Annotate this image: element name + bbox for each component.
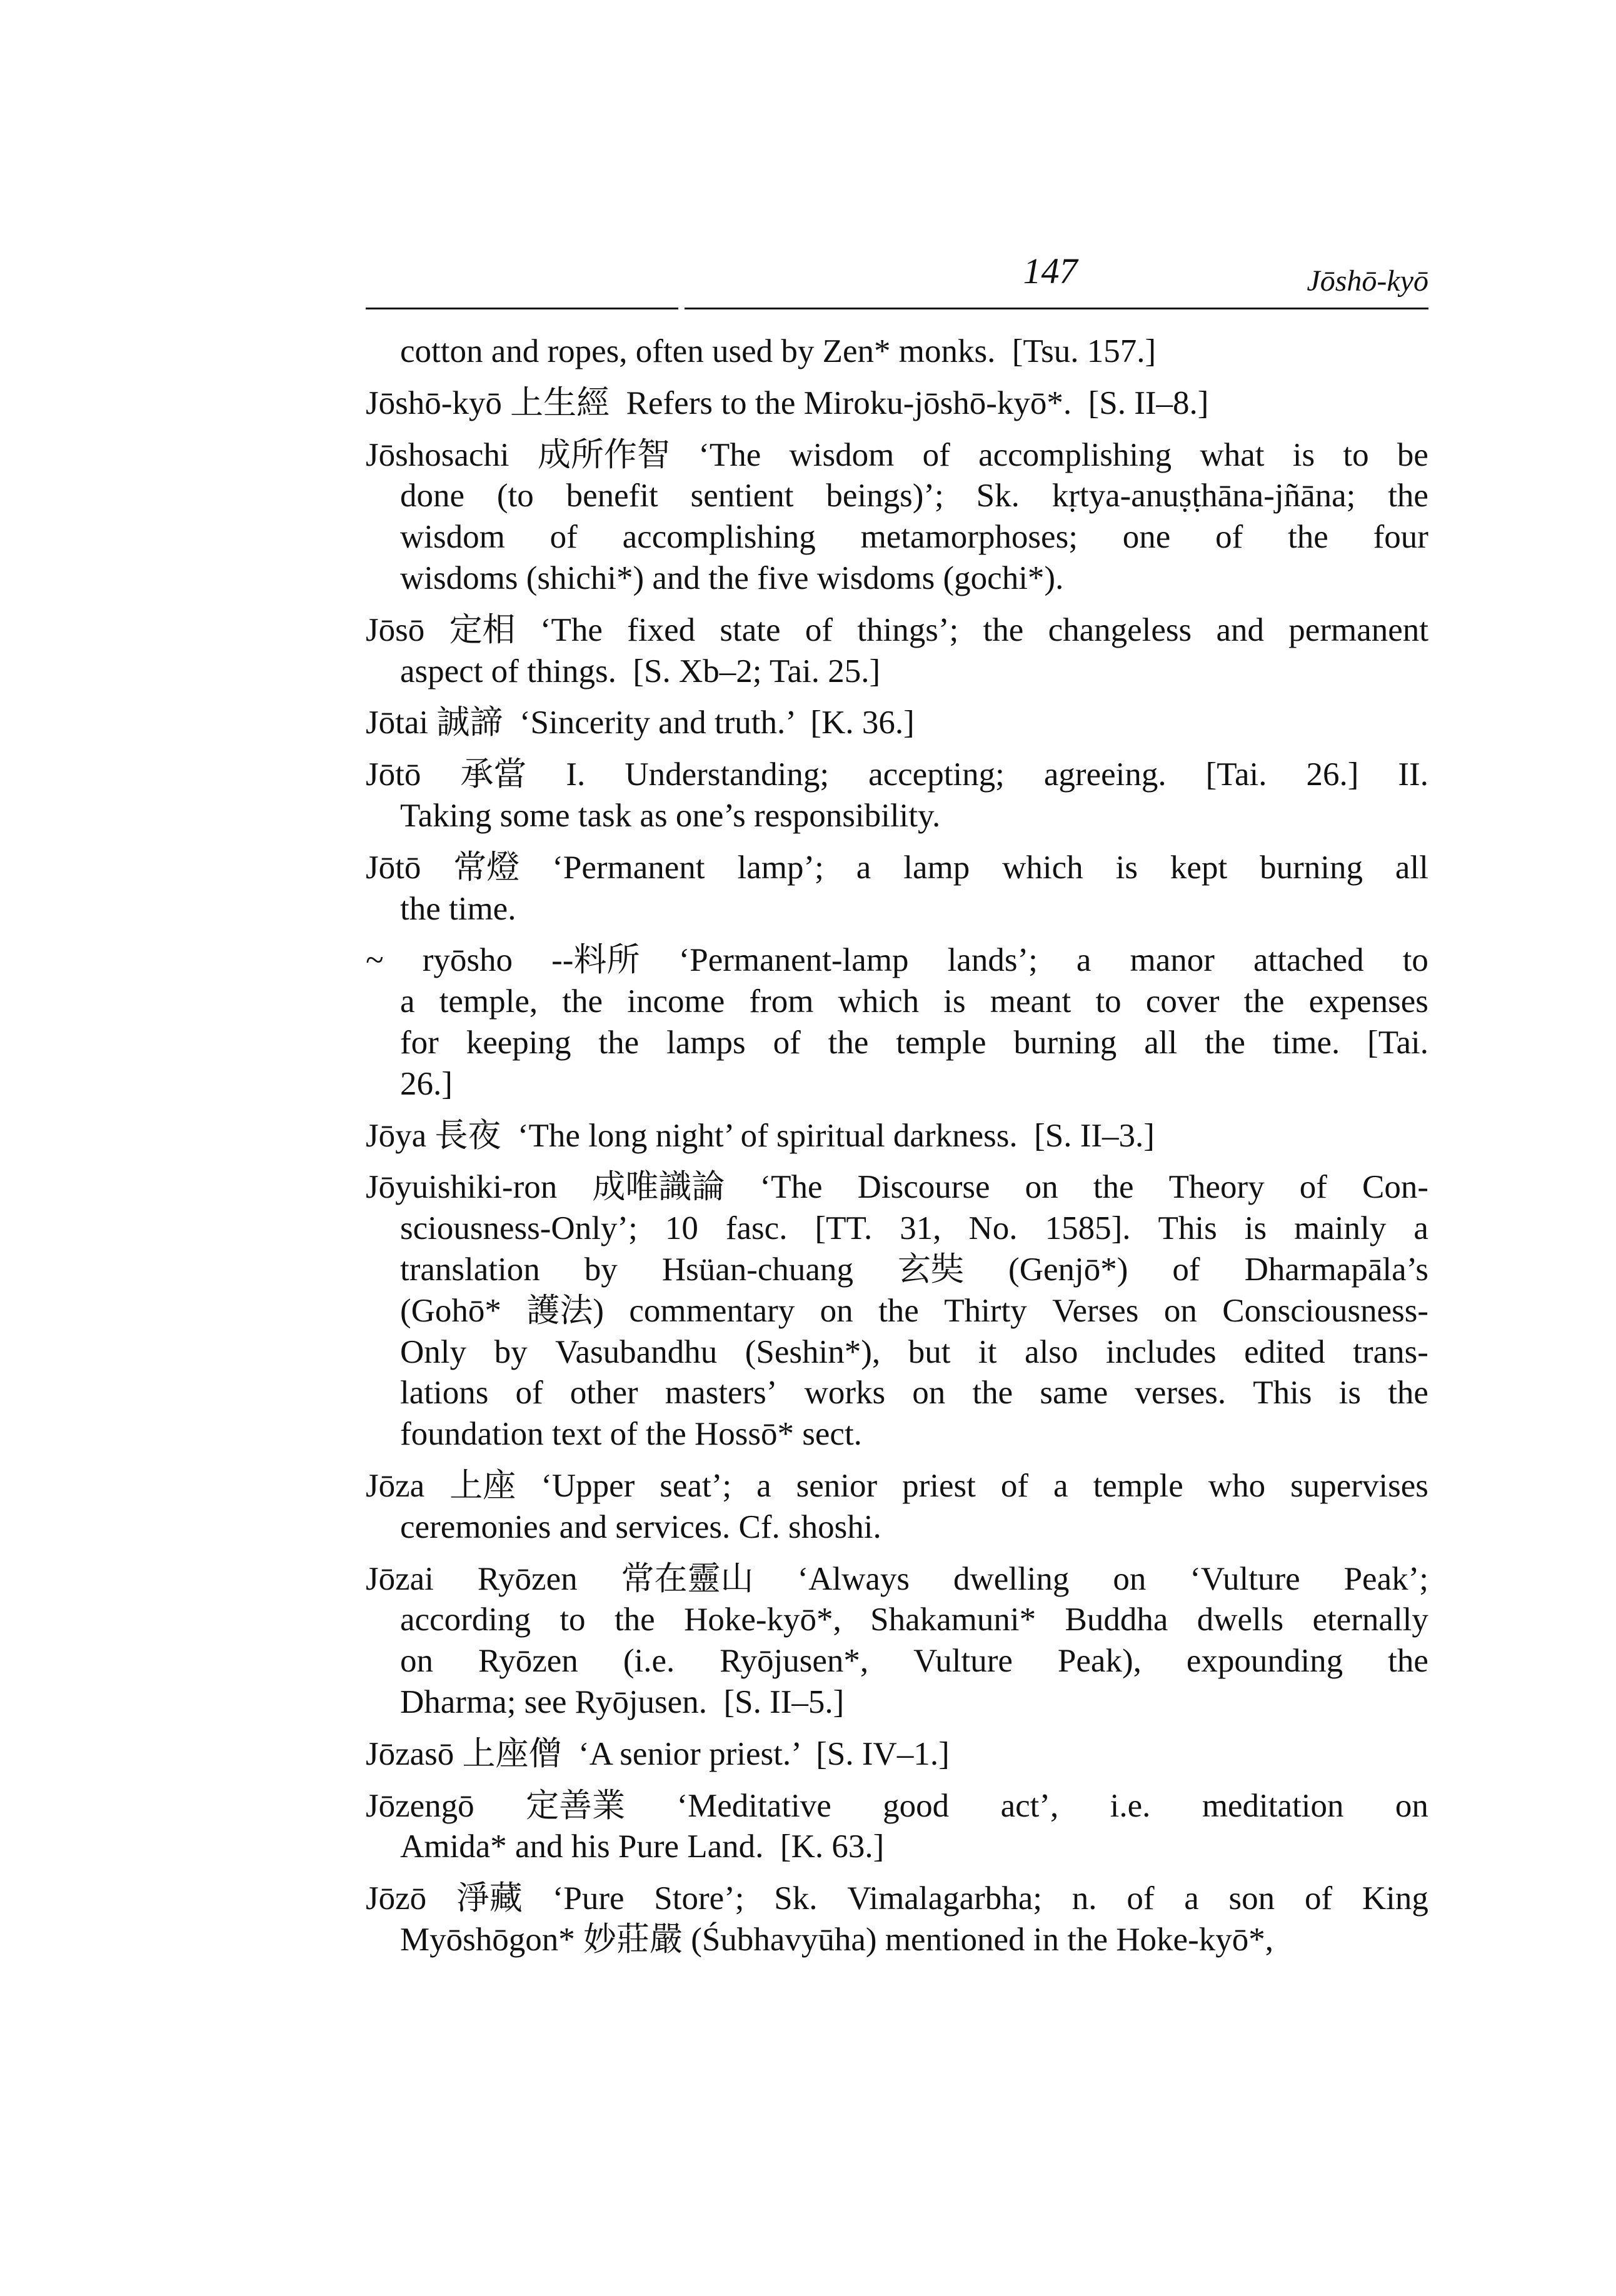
entry-gap: [366, 744, 1428, 754]
dictionary-entry: [366, 1116, 1428, 1157]
dictionary-entry: [366, 1878, 1428, 1961]
entry-line: Amida* and his Pure Land. [K. 63.]: [400, 1828, 885, 1865]
dictionary-entry: [366, 848, 1428, 930]
entry-headline: Jōshō-kyō 上生經 Refers to the Miroku-jōshō-kyō*. [S. II–8.]: [366, 384, 1209, 421]
entry-line: wisdoms (shichi*) and the five wisdoms (gochi*).: [400, 559, 1064, 596]
dictionary-entry: [366, 1466, 1428, 1548]
entry-gap: [366, 692, 1428, 703]
entry-headline: Jōzengō 定善業 ‘Meditative good act’, i.e. meditation on: [366, 1787, 1428, 1824]
entry-line: for keeping the lamps of the temple burning all the time. [Tai.: [400, 1024, 1428, 1061]
entry-gap: [366, 1156, 1428, 1167]
entry-line: (Gohō* 護法) commentary on the Thirty Verses on Consciousness-: [400, 1292, 1428, 1329]
dictionary-entry: [366, 383, 1428, 424]
entry-headline: ~ ryōsho --料所 ‘Permanent-lamp lands’; a manor attached to: [366, 942, 1428, 979]
entry-gap: [366, 1105, 1428, 1116]
entry-line: the time.: [400, 890, 516, 927]
header-rule-left: [366, 308, 678, 309]
header-rule-right: [685, 308, 1428, 309]
entry-line: according to the Hoke-kyō*, Shakamuni* Buddha dwells eternally: [400, 1602, 1428, 1638]
entry-line: 26.]: [400, 1065, 453, 1102]
entry-headline: Jōzai Ryōzen 常在靈山 ‘Always dwelling on ‘Vulture Peak’;: [366, 1560, 1428, 1597]
entry-line: translation by Hsüan-chuang 玄奘 (Genjō*) of Dharmapāla’s: [400, 1251, 1428, 1288]
dictionary-entry: [366, 610, 1428, 693]
running-head-word: Jōshō-kyō: [1307, 264, 1428, 298]
entry-headline: Jōtō 常燈 ‘Permanent lamp’; a lamp which is kept burning all: [366, 849, 1428, 886]
entry-gap: [366, 1455, 1428, 1466]
dictionary-entry: [366, 940, 1428, 1105]
entry-line: Taking some task as one’s responsibility.: [400, 797, 941, 834]
dictionary-entry: [366, 435, 1428, 599]
entry-headline: Jōtō 承當 I. Understanding; accepting; agreeing. [Tai. 26.] II.: [366, 756, 1428, 793]
entry-headline: Jōyuishiki-ron 成唯識論 ‘The Discourse on the Theory of Con-: [366, 1169, 1428, 1206]
dictionary-entry: [366, 1734, 1428, 1775]
running-head: [366, 250, 1428, 306]
entry-headline: Jōza 上座 ‘Upper seat’; a senior priest of a temple who supervises: [366, 1467, 1428, 1504]
entry-gap: [366, 1868, 1428, 1878]
entry-headline: Jōshosachi 成所作智 ‘The wisdom of accomplishing what is to be: [366, 436, 1428, 473]
entry-line: done (to benefit sentient beings)’; Sk. kṛtya-anuṣṭhāna-jñāna; the: [400, 478, 1428, 514]
entry-line: sciousness-Only’; 10 fasc. [TT. 31, No. 1585]. This is mainly a: [400, 1210, 1428, 1247]
entry-gap: [366, 1775, 1428, 1786]
dictionary-entry: [366, 331, 1428, 373]
entry-line: Myōshōgon* 妙莊嚴 (Śubhavyūha) mentioned in the Hoke-kyō*,: [400, 1921, 1273, 1958]
entry-line: on Ryōzen (i.e. Ryōjusen*, Vulture Peak), expounding the: [400, 1643, 1428, 1680]
entry-gap: [366, 424, 1428, 435]
entry-gap: [366, 1548, 1428, 1559]
entry-gap: [366, 599, 1428, 610]
entry-line: wisdom of accomplishing metamorphoses; one of the four: [400, 519, 1428, 556]
entry-gap: [366, 373, 1428, 383]
entry-line: Only by Vasubandhu (Seshin*), but it also includes edited trans-: [400, 1333, 1428, 1370]
dictionary-text: [366, 331, 1428, 1961]
dictionary-entry: [366, 1559, 1428, 1723]
dictionary-entry: [366, 703, 1428, 744]
dictionary-entry: [366, 1786, 1428, 1868]
dictionary-entry: [366, 1167, 1428, 1455]
entry-headline: Jōtai 誠諦 ‘Sincerity and truth.’ [K. 36.]: [366, 704, 915, 741]
entry-headline: Jōzō 淨藏 ‘Pure Store’; Sk. Vimalagarbha; n. of a son of King: [366, 1880, 1428, 1917]
page-number: 147: [1023, 251, 1078, 291]
entry-headline: Jōsō 定相 ‘The fixed state of things’; the changeless and permanent: [366, 611, 1428, 648]
entry-headline: Jōya 長夜 ‘The long night’ of spiritual darkness. [S. II–3.]: [366, 1117, 1155, 1154]
dictionary-entry: [366, 754, 1428, 837]
entry-gap: [366, 930, 1428, 940]
entry-headline: Jōzasō 上座僧 ‘A senior priest.’ [S. IV–1.]: [366, 1735, 950, 1772]
entry-line: Dharma; see Ryōjusen. [S. II–5.]: [400, 1683, 845, 1720]
entry-line: ceremonies and services. Cf. shoshi.: [400, 1508, 881, 1545]
entry-line: aspect of things. [S. Xb–2; Tai. 25.]: [400, 653, 881, 689]
entry-line: foundation text of the Hossō* sect.: [400, 1416, 862, 1453]
entry-line: a temple, the income from which is meant to cover the expenses: [400, 983, 1428, 1020]
entry-line: cotton and ropes, often used by Zen* monks. [Tsu. 157.]: [400, 333, 1157, 369]
entry-line: lations of other masters’ works on the same verses. This is the: [400, 1375, 1428, 1411]
entry-gap: [366, 837, 1428, 848]
entry-gap: [366, 1723, 1428, 1734]
